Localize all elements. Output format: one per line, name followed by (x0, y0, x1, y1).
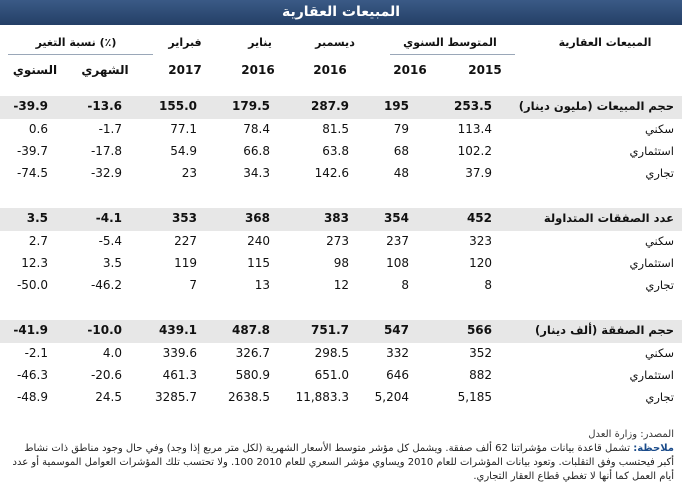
row-value-col-1: 79 (393, 122, 409, 136)
row-value-col-3: 13 (254, 278, 270, 292)
row-value-col-3: 78.4 (243, 122, 270, 136)
row-value-col-4: 119 (174, 256, 197, 270)
table-row (0, 365, 682, 387)
header-divider-avg (390, 54, 515, 55)
row-value-col-1: 195 (383, 99, 409, 113)
row-value-col-4: 23 (181, 166, 197, 180)
table-row (0, 253, 682, 275)
row-value-col-4: 3285.7 (155, 390, 197, 404)
row-value-col-2: 273 (326, 234, 349, 248)
row-value-col-4: 461.3 (162, 368, 197, 382)
header-annual-avg: المتوسط السنوي (403, 36, 497, 49)
row-value-col-3: 580.9 (235, 368, 270, 382)
row-value-col-6: -39.7 (16, 144, 48, 158)
table-row (0, 141, 682, 163)
row-value-col-1: 108 (386, 256, 409, 270)
row-value-col-4: 227 (174, 234, 197, 248)
row-value-col-2: 11,883.3 (295, 390, 349, 404)
row-value-col-5: -32.9 (90, 166, 122, 180)
row-value-col-0: 253.5 (454, 99, 492, 113)
row-value-col-2: 63.8 (322, 144, 349, 158)
row-value-col-2: 751.7 (311, 323, 349, 337)
row-value-col-6: 2.7 (28, 234, 48, 248)
row-value-col-1: 68 (393, 144, 409, 158)
header-divider-change (8, 54, 153, 55)
header-december: ديسمبر (315, 36, 355, 49)
row-value-col-0: 120 (469, 256, 492, 270)
row-label: حجم الصفقة (ألف دينار) (534, 323, 674, 337)
row-value-col-3: 326.7 (235, 346, 270, 360)
row-label: تجاري (645, 166, 674, 180)
footnotes (6, 428, 674, 484)
row-value-col-4: 54.9 (170, 144, 197, 158)
note-paragraph (6, 442, 674, 484)
row-value-col-5: -20.6 (90, 368, 122, 382)
row-value-col-0: 352 (469, 346, 492, 360)
table-row (0, 275, 682, 297)
row-value-col-0: 452 (466, 211, 492, 225)
row-value-col-5: -5.4 (98, 234, 122, 248)
header-year-2016-avg: 2016 (393, 63, 427, 77)
source-line: المصدر: وزارة العدل (588, 429, 674, 440)
row-value-col-1: 8 (401, 278, 409, 292)
row-value-col-0: 323 (469, 234, 492, 248)
row-label: استثماري (629, 256, 674, 270)
row-value-col-6: -74.5 (16, 166, 48, 180)
note-text: تشمل قاعدة بيانات مؤشراتنا 62 ألف صفقة. ويشمل كل مؤشر متوسط الأسعار الشهرية (لكل متر مربع إذا وجد) وفي حال وجود مناطق ذات نشاط أكبر فيحتسب وفق التقلبات. وتعود بيانات المؤشرات للعام 2010 ويساوي مؤشر السعري للعام 2010 100. ولا تحتسب تلك المؤشرات العوامل الموسمية أو عدد أيام العمل كما أنها لا تغطي قطاع العقار التجاري. (12, 443, 674, 482)
row-value-col-6: -46.3 (16, 368, 48, 382)
row-value-col-1: 646 (386, 368, 409, 382)
row-value-col-3: 240 (247, 234, 270, 248)
row-value-col-1: 48 (393, 166, 409, 180)
row-value-col-4: 439.1 (159, 323, 197, 337)
row-value-col-5: -13.6 (87, 99, 122, 113)
row-value-col-6: -2.1 (24, 346, 48, 360)
row-value-col-4: 339.6 (162, 346, 197, 360)
row-value-col-2: 298.5 (314, 346, 349, 360)
row-value-col-2: 142.6 (314, 166, 349, 180)
row-value-col-6: -50.0 (16, 278, 48, 292)
row-value-col-0: 8 (484, 278, 492, 292)
table-row (0, 343, 682, 365)
header-row-label: المبيعات العقارية (558, 36, 652, 49)
row-value-col-5: 24.5 (95, 390, 122, 404)
row-value-col-1: 547 (383, 323, 409, 337)
note-key: ملاحظة: (633, 443, 674, 454)
row-label: عدد الصفقات المتداولة (543, 211, 674, 225)
row-label: سكني (644, 234, 674, 248)
table-section-row (0, 96, 682, 119)
row-value-col-5: -17.8 (90, 144, 122, 158)
header-february: فبراير (168, 36, 202, 49)
row-value-col-2: 651.0 (314, 368, 349, 382)
row-value-col-3: 34.3 (243, 166, 270, 180)
header-monthly: الشهري (81, 63, 129, 77)
row-label: سكني (644, 122, 674, 136)
row-value-col-0: 566 (466, 323, 492, 337)
row-value-col-0: 882 (469, 368, 492, 382)
header-change-pct: نسبة التغير (٪) (35, 36, 117, 49)
table-row (0, 163, 682, 185)
row-value-col-5: -10.0 (87, 323, 122, 337)
row-value-col-3: 2638.5 (228, 390, 270, 404)
row-value-col-5: -4.1 (95, 211, 122, 225)
row-label: حجم المبيعات (مليون دينار) (518, 99, 674, 113)
row-value-col-1: 5,204 (374, 390, 409, 404)
row-value-col-3: 487.8 (232, 323, 270, 337)
row-value-col-6: 3.5 (26, 211, 48, 225)
row-label: تجاري (645, 390, 674, 404)
table-section-row (0, 320, 682, 343)
row-value-col-3: 179.5 (232, 99, 270, 113)
row-value-col-2: 383 (323, 211, 349, 225)
row-value-col-2: 98 (333, 256, 349, 270)
header-january: يناير (248, 36, 272, 49)
row-value-col-0: 5,185 (457, 390, 492, 404)
header-year-2016-jan: 2016 (241, 63, 275, 77)
row-value-col-5: -46.2 (90, 278, 122, 292)
row-value-col-5: 4.0 (102, 346, 122, 360)
row-value-col-3: 368 (244, 211, 270, 225)
row-value-col-2: 81.5 (322, 122, 349, 136)
row-value-col-1: 332 (386, 346, 409, 360)
header-year-2016-dec: 2016 (313, 63, 347, 77)
row-value-col-6: -41.9 (13, 323, 48, 337)
row-label: تجاري (645, 278, 674, 292)
row-value-col-2: 12 (333, 278, 349, 292)
row-value-col-2: 287.9 (311, 99, 349, 113)
table-row (0, 387, 682, 409)
table-row (0, 119, 682, 141)
row-value-col-3: 115 (247, 256, 270, 270)
row-value-col-3: 66.8 (243, 144, 270, 158)
row-value-col-1: 354 (383, 211, 409, 225)
row-value-col-0: 113.4 (457, 122, 492, 136)
row-value-col-4: 353 (171, 211, 197, 225)
row-label: سكني (644, 346, 674, 360)
row-value-col-4: 7 (189, 278, 197, 292)
table-row (0, 231, 682, 253)
row-value-col-6: 12.3 (21, 256, 48, 270)
header-year-2017-feb: 2017 (168, 63, 202, 77)
table-section-row (0, 208, 682, 231)
row-label: استثماري (629, 368, 674, 382)
header-annual: السنوي (12, 63, 58, 77)
row-value-col-5: 3.5 (102, 256, 122, 270)
row-value-col-6: 0.6 (28, 122, 48, 136)
header-year-2015: 2015 (468, 63, 502, 77)
row-value-col-6: -48.9 (16, 390, 48, 404)
row-value-col-5: -1.7 (98, 122, 122, 136)
page-title: المبيعات العقارية (0, 0, 682, 25)
row-value-col-1: 237 (386, 234, 409, 248)
row-label: استثماري (629, 144, 674, 158)
row-value-col-0: 102.2 (457, 144, 492, 158)
row-value-col-0: 37.9 (465, 166, 492, 180)
row-value-col-4: 77.1 (170, 122, 197, 136)
row-value-col-4: 155.0 (159, 99, 197, 113)
row-value-col-6: -39.9 (13, 99, 48, 113)
